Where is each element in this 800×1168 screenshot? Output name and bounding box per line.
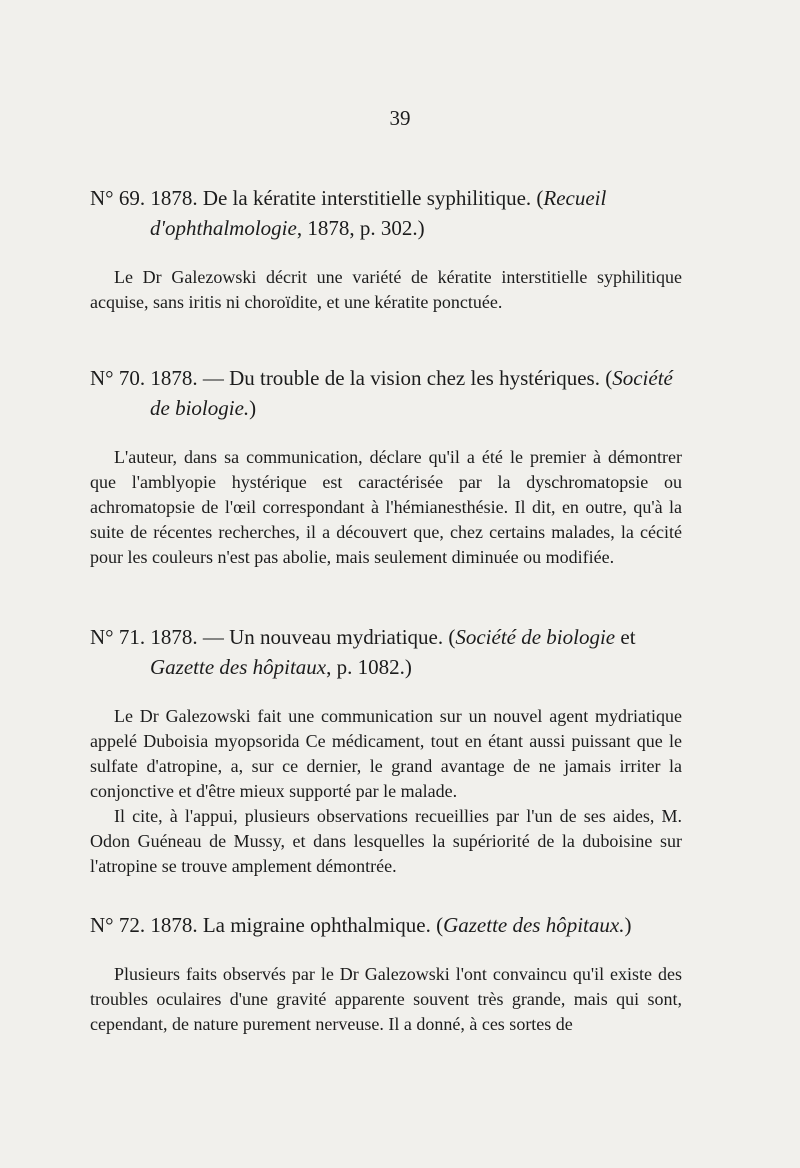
entry-heading — [90, 622, 682, 682]
entry-heading — [90, 363, 682, 423]
heading-text: N° 70. 1878. — Du trouble de la vision chez les hystériques. ( — [90, 366, 613, 390]
heading-text: N° 71. 1878. — Un nouveau mydriatique. ( — [90, 625, 456, 649]
heading-citation: , 1878, p. 302.) — [296, 216, 425, 240]
entry-paragraph: Il cite, à l'appui, plusieurs observations recueillies par l'un de ses aides, M. Odon Guéneau de Mussy, et dans lesquelles la supériorité de la duboisine sur l'atropine se trouve amplement démontrée. — [90, 806, 682, 876]
entry-paragraph: Le Dr Galezowski décrit une variété de kératite interstitielle syphilitique acquise, sans iritis ni choroïdite, et une kératite ponctuée. — [90, 267, 682, 312]
heading-source: Société de biologie. — [150, 366, 673, 420]
entry-paragraph: Plusieurs faits observés par le Dr Galezowski l'ont convaincu qu'il existe des troubles oculaires d'une gravité apparente souvent très grande, mais qui sont, cependant, de nature purement nerveuse. Il a donné, à ces sortes de — [90, 964, 682, 1034]
heading-source-2: Gazette des hôpitaux — [150, 655, 327, 679]
entry-paragraph: Le Dr Galezowski fait une communication sur un nouvel agent mydriatique appelé Duboisia myopsorida Ce médicament, tout en étant aussi puissant que le sulfate d'atropine, a, sur ce dernier, le grand avantage de ne jamais irriter la conjonctive et d'être mieux supporté par le malade. — [90, 706, 682, 801]
heading-citation: , p. 1082.) — [326, 655, 412, 679]
heading-source: Gazette des hôpitaux. — [443, 913, 625, 937]
entry-70 — [90, 363, 682, 570]
entry-heading — [90, 910, 682, 940]
heading-source: Recueil d'ophthalmologie — [150, 186, 607, 240]
entry-heading — [90, 183, 682, 243]
entry-71 — [90, 622, 682, 879]
heading-conjunction: et — [615, 625, 636, 649]
entry-72 — [90, 910, 682, 1037]
entry-paragraph: L'auteur, dans sa communication, déclare qu'il a été le premier à démontrer que l'amblyopie hystérique est caractérisée par la dyschromatopsie ou achromatopsie de l'œil correspondant à l'hémianesthésie. Il dit, en outre, qu'à la suite de récentes recherches, il a découvert que, chez certains malades, la cécité pour les couleurs n'est pas abolie, mais seulement diminuée ou modifiée. — [90, 447, 682, 567]
heading-source: Société de biologie — [455, 625, 616, 649]
heading-text: N° 72. 1878. La migraine ophthalmique. ( — [90, 913, 444, 937]
entry-69 — [90, 183, 682, 315]
heading-citation: ) — [624, 913, 632, 937]
heading-text: N° 69. 1878. De la kératite interstitielle syphilitique. ( — [90, 186, 544, 210]
heading-citation: ) — [249, 396, 257, 420]
page-number: 39 — [389, 106, 411, 130]
